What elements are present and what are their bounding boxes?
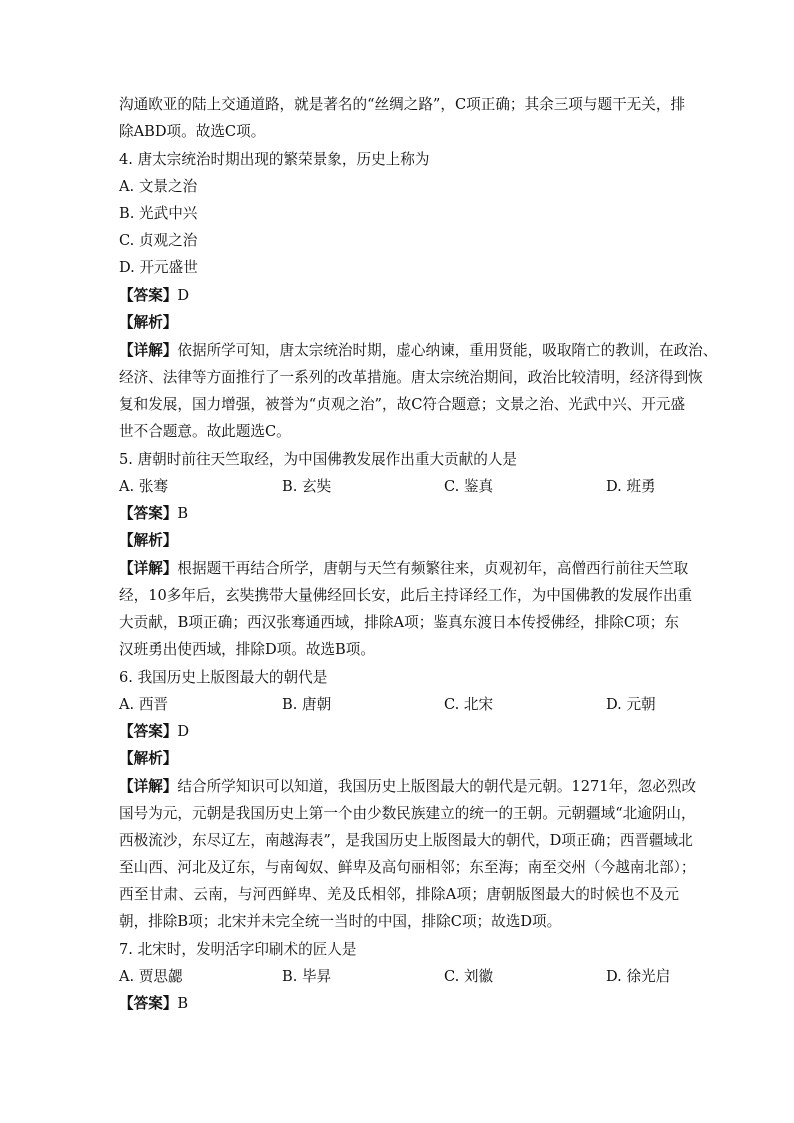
detail-tag: 【详解】 [119, 342, 178, 359]
text-line: 经济、法律等方面推行了一系列的改革措施。唐太宗统治期间，政治比较清明，经济得到恢 [119, 369, 703, 386]
detail-line: 【详解】根据题干再结合所学，唐朝与天竺有频繁往来，贞观初年，高僧西行前往天竺取 [119, 560, 689, 577]
question-7: 7. 北宋时，发明活字印刷术的匠人是 [119, 941, 357, 958]
text-line: 大贡献，B项正确；西汉张骞通西域，排除A项；鉴真东渡日本传授佛经，排除C项；东 [119, 614, 679, 631]
analysis-tag: 【解析】 [119, 314, 178, 331]
answer-value: B [177, 505, 189, 522]
option-b: B. 唐朝 [282, 696, 332, 713]
option-c: C. 鉴真 [444, 478, 494, 495]
option-b: B. 玄奘 [282, 478, 332, 495]
text-line: 朝，排除B项；北宋并未完全统一当时的中国，排除C项；故选D项。 [119, 913, 562, 930]
detail-line: 【详解】结合所学知识可以知道，我国历史上版图最大的朝代是元朝。1271年，忽必烈改 [119, 778, 697, 795]
answer-line [119, 994, 679, 1014]
answer-tag: 【答案】 [119, 995, 178, 1012]
option-a: A. 贾思勰 [119, 968, 183, 985]
text-line: 复和发展，国力增强，被誉为“贞观之治”，故C符合题意；文景之治、光武中兴、开元盛 [119, 396, 686, 413]
text-line: 世不合题意。故此题选C。 [119, 423, 291, 440]
text-line: 至山西、河北及辽东，与南匈奴、鲜卑及高句丽相邻；东至海；南至交州（今越南北部）； [119, 859, 696, 876]
answer-value: D [177, 287, 190, 304]
text-line: 经，10多年后，玄奘携带大量佛经回长安，此后主持译经工作，为中国佛教的发展作出重 [119, 587, 693, 604]
answer-value: D [177, 723, 190, 740]
option-b: B. 毕昇 [282, 968, 332, 985]
detail-tag: 【详解】 [119, 778, 178, 795]
text-line: 汉班勇出使西域，排除D项。故选B项。 [119, 641, 375, 658]
option-c: C. 贞观之治 [119, 232, 198, 249]
text-line: 西至甘肃、云南，与河西鲜卑、羌及氐相邻，排除A项；唐朝版图最大的时候也不及元 [119, 886, 679, 903]
text-line: 国号为元，元朝是我国历史上第一个由少数民族建立的统一的王朝。元朝疆域“北逾阴山， [119, 805, 696, 822]
option-d: D. 徐光启 [606, 968, 671, 985]
text-line: 沟通欧亚的陆上交通道路，就是著名的“丝绸之路”，C项正确；其余三项与题干无关，排 [119, 96, 686, 113]
question-4: 4. 唐太宗统治时期出现的繁荣景象，历史上称为 [119, 151, 430, 168]
option-a: A. 文景之治 [119, 178, 198, 195]
analysis-tag: 【解析】 [119, 532, 178, 549]
option-c: C. 刘徽 [444, 968, 494, 985]
analysis-tag: 【解析】 [119, 750, 178, 767]
option-a: A. 西晋 [119, 696, 169, 713]
detail-line: 【详解】依据所学可知，唐太宗统治时期，虚心纳谏，重用贤能，吸取隋亡的教训，在政治、 [119, 342, 718, 359]
question-5: 5. 唐朝时前往天竺取经，为中国佛教发展作出重大贡献的人是 [119, 451, 518, 468]
answer-tag: 【答案】 [119, 287, 178, 304]
answer-line [119, 722, 679, 742]
text-line: 除ABD项。故选C项。 [119, 123, 266, 140]
answer-line [119, 286, 679, 306]
option-c: C. 北宋 [444, 696, 494, 713]
answer-tag: 【答案】 [119, 723, 178, 740]
answer-line [119, 504, 679, 524]
text-line: 西极流沙，东尽辽左，南越海表”，是我国历史上版图最大的朝代，D项正确；西晋疆域北 [119, 832, 693, 849]
option-b: B. 光武中兴 [119, 205, 198, 222]
option-a: A. 张骞 [119, 478, 169, 495]
answer-value: B [177, 995, 189, 1012]
question-6: 6. 我国历史上版图最大的朝代是 [119, 669, 328, 686]
answer-tag: 【答案】 [119, 505, 178, 522]
option-d: D. 班勇 [606, 478, 656, 495]
option-d: D. 开元盛世 [119, 259, 198, 276]
option-d: D. 元朝 [606, 696, 656, 713]
detail-tag: 【详解】 [119, 560, 178, 577]
